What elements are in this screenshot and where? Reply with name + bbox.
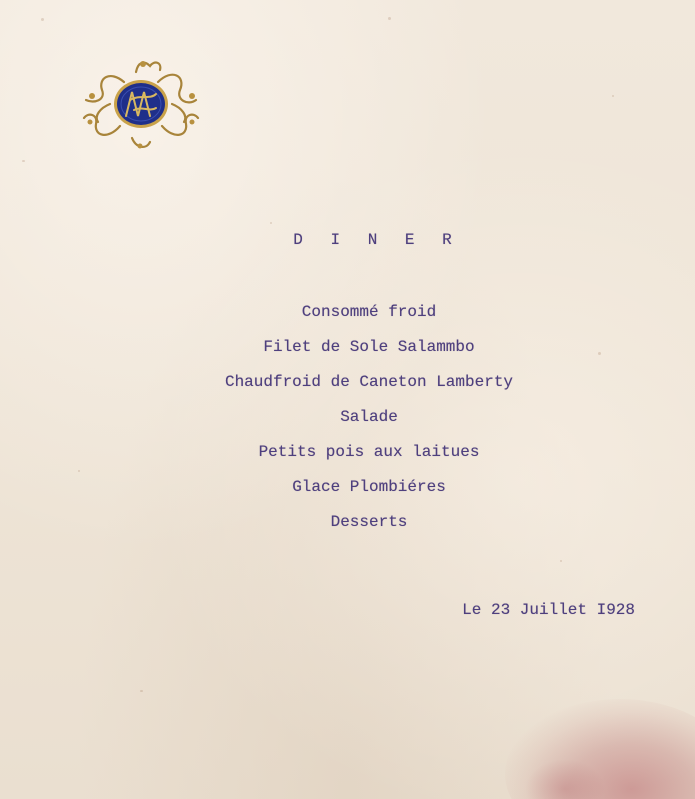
menu-item: Chaudfroid de Caneton Lamberty — [224, 373, 514, 391]
paper-speck — [22, 160, 25, 162]
paper-speck — [140, 690, 143, 692]
paper-speck — [560, 560, 562, 562]
paper-speck — [612, 95, 614, 97]
menu-item: Glace Plombiéres — [292, 478, 446, 496]
menu-item: Consommé froid — [301, 303, 437, 321]
menu-item: Desserts — [330, 513, 408, 531]
paper-speck — [41, 18, 44, 21]
menu-item: Salade — [340, 408, 398, 426]
menu-item: Petits pois aux laitues — [258, 443, 480, 461]
menu-item: Filet de Sole Salammbo — [263, 338, 475, 356]
menu-course-list — [169, 300, 569, 545]
menu-date: Le 23 Juillet I928 — [462, 601, 635, 619]
paper-speck — [388, 17, 391, 20]
paper-speck — [270, 222, 272, 224]
menu-title: D I N E R — [293, 231, 461, 249]
gilt-monogram-crest-icon — [80, 56, 202, 152]
paper-speck — [78, 470, 80, 472]
paper-speck — [598, 352, 601, 355]
